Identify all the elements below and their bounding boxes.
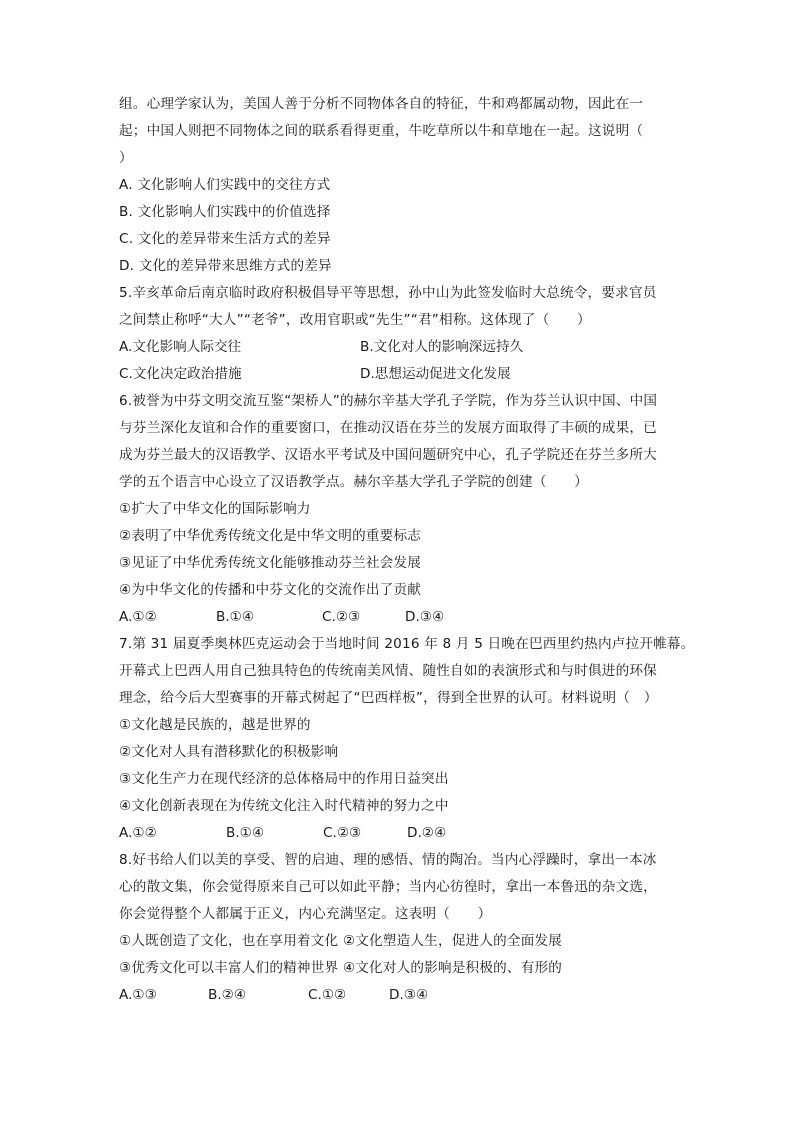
answer-option-b: B.①④: [216, 609, 255, 625]
question-8: [119, 847, 679, 1009]
answer-option-c: C.②③: [323, 825, 362, 841]
question-text-line: ）: [119, 150, 133, 166]
statements-1-2: ①人既创造了文化，也在享用着文化 ②文化塑造人生，促进人的全面发展: [119, 933, 563, 949]
answer-option-c: C.文化决定政治措施: [119, 366, 242, 382]
answer-options-row: [119, 361, 679, 388]
answer-option-a: A. 文化影响人们实践中的交往方式: [119, 177, 331, 193]
answer-option-d: D. 文化的差异带来思维方式的差异: [119, 258, 332, 274]
answer-option-d: D.③④: [405, 609, 445, 625]
question-text-line: 起；中国人则把不同物体之间的联系看得更重，牛吃草所以牛和草地在一起。这说明（: [119, 123, 644, 139]
answer-option-d: D.②④: [407, 825, 447, 841]
answer-options-row: [119, 982, 679, 1009]
statement-4: ④为中华文化的传播和中芬文化的交流作出了贡献: [119, 582, 422, 598]
answer-option-a: A.①③: [119, 987, 157, 1003]
statement-2: ②文化对人具有潜移默化的积极影响: [119, 744, 339, 760]
answer-option-b: B. 文化影响人们实践中的价值选择: [119, 204, 331, 220]
question-text-line: 之间禁止称呼“大人”“老爷”，改用官职或“先生”“君”相称。这体现了（ ）: [119, 312, 591, 328]
question-text-line: 与芬兰深化友谊和合作的重要窗口，在推动汉语在芬兰的发展方面取得了丰硕的成果，已: [119, 420, 657, 436]
answer-option-c: C.②③: [322, 609, 361, 625]
question-6: [119, 388, 679, 631]
statement-3: ③见证了中华优秀传统文化能够推动芬兰社会发展: [119, 555, 422, 571]
answer-option-b: B.文化对人的影响深远持久: [360, 339, 524, 355]
answer-option-b: B.②④: [208, 987, 247, 1003]
answer-option-a: A.①②: [119, 609, 157, 625]
answer-option-d: D.思想运动促进文化发展: [360, 366, 511, 382]
answer-options-row: [119, 334, 679, 361]
answer-option-c: C. 文化的差异带来生活方式的差异: [119, 231, 331, 247]
statement-2: ②表明了中华优秀传统文化是中华文明的重要标志: [119, 528, 422, 544]
statement-1: ①扩大了中华文化的国际影响力: [119, 501, 311, 517]
statement-4: ④文化创新表现在为传统文化注入时代精神的努力之中: [119, 798, 449, 814]
statements-3-4: ③优秀文化可以丰富人们的精神世界 ④文化对人的影响是积极的、有形的: [119, 960, 563, 976]
statement-1: ①文化越是民族的，越是世界的: [119, 717, 311, 733]
question-text-line: 理念，给今后大型赛事的开幕式树起了“巴西样板”，得到全世界的认可。材料说明（ ）: [119, 690, 658, 706]
question-text-line: 7.第 31 届夏季奥林匹克运动会于当地时间 2016 年 8 月 5 日晚在巴西里约热内卢拉开帷幕。: [119, 636, 695, 652]
question-7: [119, 631, 695, 847]
question-text-line: 开幕式上巴西人用自己独具特色的传统南美风情、随性自如的表演形式和与时俱进的环保: [119, 663, 657, 679]
question-text-line: 学的五个语言中心设立了汉语教学点。赫尔辛基大学孔子学院的创建（ ）: [119, 474, 588, 490]
answer-option-c: C.①②: [308, 987, 347, 1003]
answer-option-b: B.①④: [226, 825, 265, 841]
answer-option-a: A.①②: [119, 825, 157, 841]
question-text-line: 成为芬兰最大的汉语教学、汉语水平考试及中国问题研究中心，孔子学院还在芬兰多所大: [119, 447, 657, 463]
question-5: [119, 280, 679, 388]
question-text-line: 8.好书给人们以美的享受、智的启迪、理的感悟、情的陶冶。当内心浮躁时，拿出一本冰: [119, 852, 657, 868]
question-text-line: 组。心理学家认为，美国人善于分析不同物体各自的特征，牛和鸡都属动物，因此在一: [119, 96, 644, 112]
statement-3: ③文化生产力在现代经济的总体格局中的作用日益突出: [119, 771, 449, 787]
answer-option-d: D.③④: [389, 987, 429, 1003]
question-4-continued: [119, 91, 679, 280]
question-text-line: 5.辛亥革命后南京临时政府积极倡导平等思想，孙中山为此签发临时大总统令，要求官员: [119, 285, 657, 301]
answer-options-row: [119, 820, 679, 847]
question-text-line: 你会觉得整个人都属于正义，内心充满坚定。这表明（ ）: [119, 906, 492, 922]
question-text-line: 心的散文集，你会觉得原来自己可以如此平静；当内心彷徨时，拿出一本鲁迅的杂文选，: [119, 879, 657, 895]
answer-options-row: [119, 604, 679, 631]
exam-page: [119, 91, 695, 1009]
answer-option-a: A.文化影响人际交往: [119, 339, 242, 355]
question-text-line: 6.被誉为中芬文明交流互鉴“架桥人”的赫尔辛基大学孔子学院，作为芬兰认识中国、中国: [119, 393, 658, 409]
